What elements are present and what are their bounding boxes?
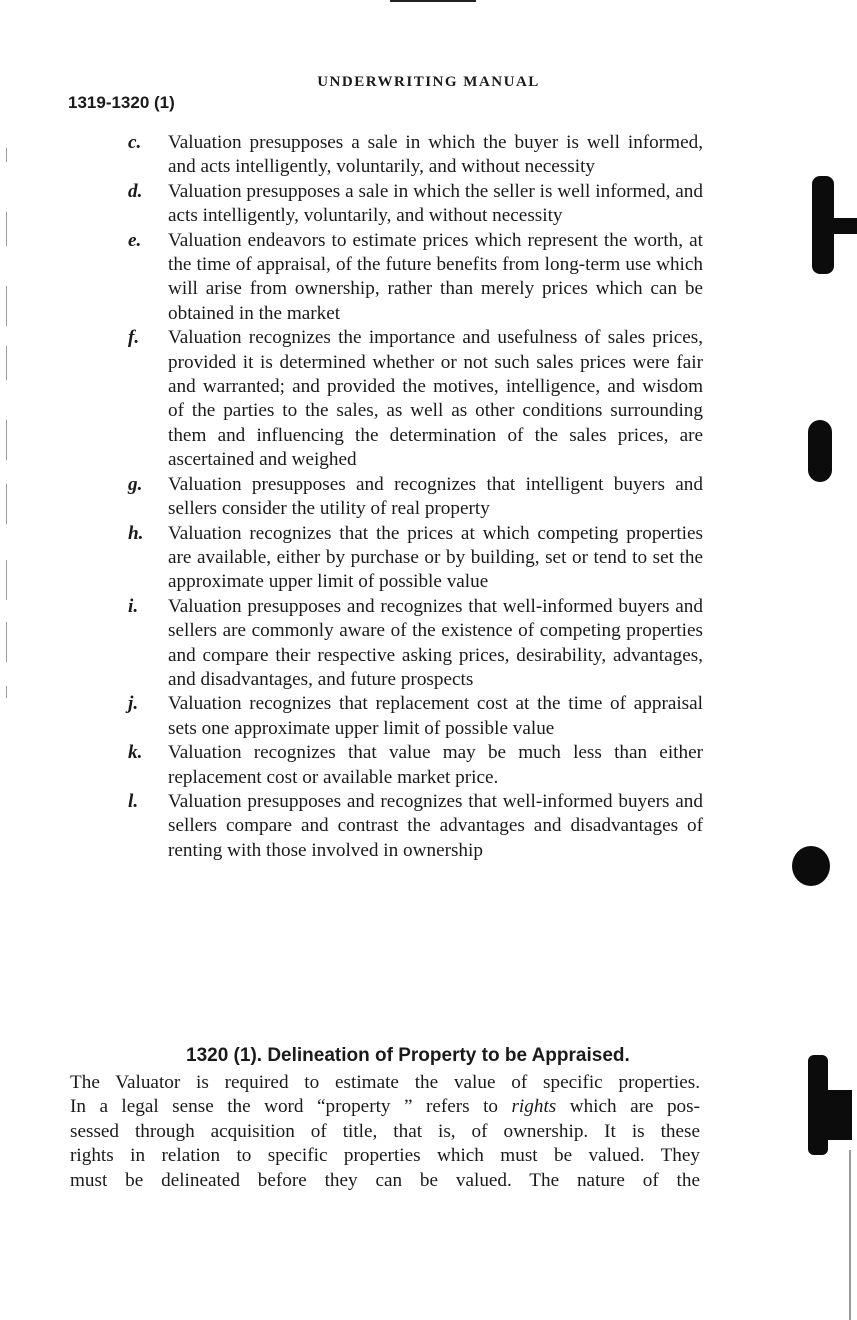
left-margin-mark [6, 622, 7, 662]
item-letter: e. [128, 229, 142, 251]
item-text: Valuation presupposes a sale in which the buyer is well informed, and acts intelligently, voluntarily, and without necessity [168, 132, 703, 178]
item-text: Valuation presupposes and recognizes that well-informed buyers and sellers compare and contrast the advantages and disadvantages of renting with those involved in ownership [168, 790, 703, 861]
section-body [70, 1071, 700, 1193]
right-edge-line [849, 1150, 851, 1320]
italic-word: rights [511, 1096, 557, 1118]
section-heading: 1320 (1). Delineation of Property to be Appraised. [186, 1045, 630, 1066]
binder-hole-lower [792, 846, 830, 886]
left-margin-mark [6, 212, 7, 246]
left-margin-mark [6, 286, 7, 326]
body-line: sessed through acquisition of title, that is, of ownership. It is these [70, 1120, 700, 1142]
binder-mark-bottom [808, 1055, 828, 1155]
body-line: The Valuator is required to estimate the value of specific properties. [70, 1072, 700, 1093]
item-text: Valuation recognizes that the prices at which competing properties are available, either by purchase or by building, set or tend to set the approximate upper limit of possible value [168, 522, 703, 593]
item-letter: f. [128, 327, 140, 349]
body-line: must be delineated before they can be valued. The nature of the [70, 1169, 700, 1191]
item-letter: h. [128, 522, 144, 544]
item-letter: d. [128, 180, 143, 202]
item-text: Valuation presupposes and recognizes that well-informed buyers and sellers are commonly aware of the existence of competing properties and compare their respective asking prices, desirability, advantages, and disadvantages, and future prospects [168, 595, 703, 690]
left-margin-mark [6, 346, 7, 380]
binder-mark-bottom-tab [826, 1090, 852, 1140]
list-item [128, 522, 703, 595]
running-title: UNDERWRITING MANUAL [317, 74, 540, 90]
item-text: Valuation presupposes a sale in which the seller is well informed, and acts intelligently, voluntarily, and without necessity [168, 180, 703, 227]
item-text: Valuation recognizes the importance and usefulness of sales prices, provided it is determined whether or not such sales prices were fair and warranted; and provided the motives, intelligence, and wisdom of the parties to the sales, as well as other conditions surrounding them and influencing the determination of the sales prices, are ascertained and weighed [168, 327, 703, 471]
list-item [128, 741, 703, 790]
body-line-end: which are pos- [556, 1096, 701, 1118]
valuation-principles-list [128, 131, 703, 863]
list-item [128, 131, 703, 180]
body-line-start: In a legal sense the word “property ” refers to [70, 1096, 512, 1118]
binder-hole-middle [808, 420, 832, 482]
body-line [70, 1095, 700, 1119]
item-text: Valuation presupposes and recognizes that intelligent buyers and sellers consider the utility of real property [168, 473, 703, 520]
item-letter: i. [128, 595, 139, 617]
left-margin-mark [6, 484, 7, 524]
item-text: Valuation endeavors to estimate prices which represent the worth, at the time of appraisal, of the future benefits from long-term use which will arise from ownership, rather than merely prices which can be obtained in the market [168, 229, 703, 324]
list-item [128, 595, 703, 693]
item-letter: l. [128, 790, 139, 812]
left-margin-mark [6, 420, 7, 460]
item-letter: g. [128, 473, 143, 495]
body-line: rights in relation to specific properties which must be valued. They [70, 1145, 700, 1167]
item-text: Valuation recognizes that replacement cost at the time of appraisal sets one approximate upper limit of possible value [168, 693, 703, 739]
list-item [128, 326, 703, 472]
list-item [128, 692, 703, 741]
item-letter: c. [128, 132, 142, 153]
left-margin-mark [6, 560, 7, 600]
left-margin-mark [6, 686, 7, 698]
binder-mark-top-tab [830, 218, 857, 234]
section-range: 1319-1320 (1) [68, 93, 175, 112]
list-item [128, 473, 703, 522]
left-margin-mark [6, 148, 7, 162]
list-item [128, 790, 703, 863]
top-rule [390, 0, 476, 2]
item-letter: k. [128, 742, 143, 764]
item-letter: j. [128, 693, 139, 715]
list-item [128, 229, 703, 327]
item-text: Valuation recognizes that value may be much less than either replacement cost or available market price. [168, 742, 703, 788]
list-item [128, 180, 703, 229]
